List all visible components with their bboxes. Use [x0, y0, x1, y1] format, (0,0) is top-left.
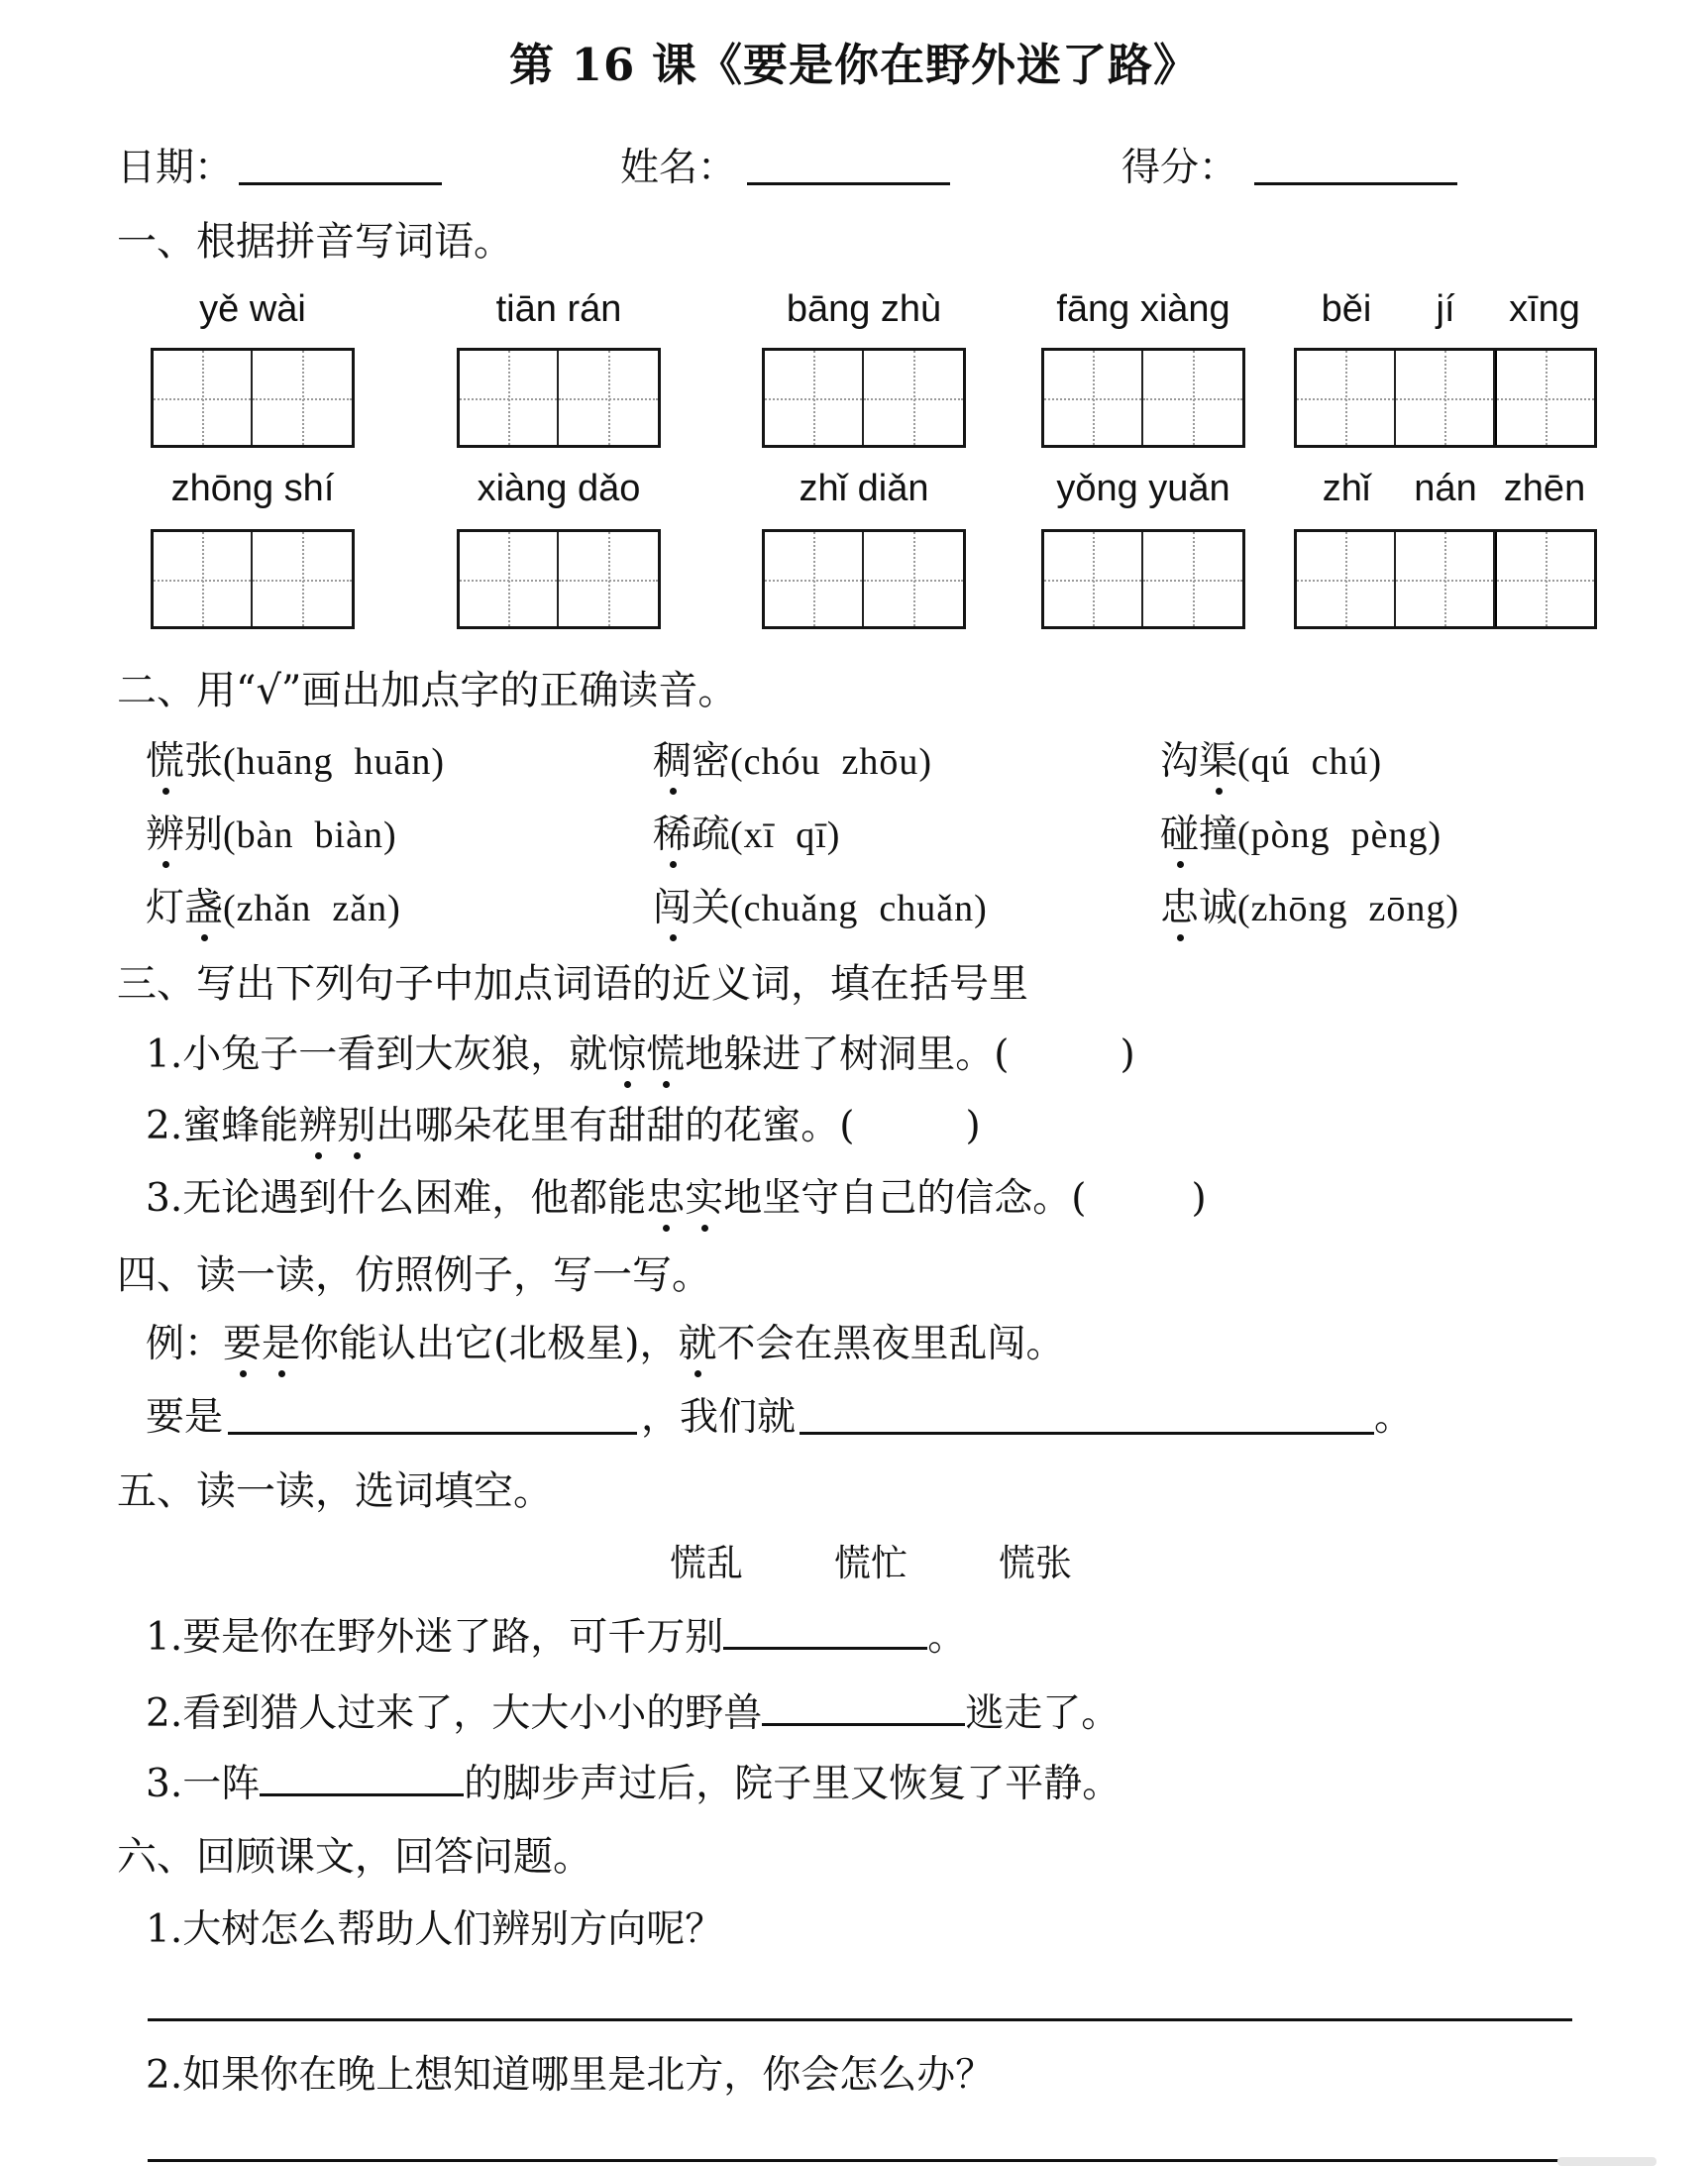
pinyin-options[interactable]: (zhǎn zǎn): [223, 888, 401, 929]
section1-heading: 一、根据拼音写词语。: [117, 219, 513, 265]
review-question-2: 2.如果你在晚上想知道哪里是北方，你会怎么办？: [146, 2053, 995, 2098]
writing-grid[interactable]: [457, 529, 661, 629]
writing-cell[interactable]: [460, 351, 559, 445]
writing-grid[interactable]: [762, 348, 966, 448]
pinyin-syllable: jí: [1436, 288, 1455, 330]
close-paren: ): [1191, 1176, 1207, 1221]
word-char: 关: [692, 886, 731, 930]
writing-cell[interactable]: [559, 351, 658, 445]
question-text: 2.看到猎人过来了，大大小小的野兽: [146, 1691, 763, 1736]
pronunciation-item: [1160, 885, 1459, 932]
section6-heading: 六、回顾课文，回答问题。: [117, 1834, 592, 1880]
writing-cell[interactable]: [765, 532, 864, 626]
pinyin-options[interactable]: (chuǎng chuǎn): [730, 888, 988, 929]
section5-heading: 五、读一读，选词填空。: [117, 1468, 553, 1514]
score-field[interactable]: [1254, 182, 1457, 185]
name-field[interactable]: [747, 182, 950, 185]
dotted-char: 慌: [146, 739, 185, 784]
question-text: 地坚守自己的信念。(: [723, 1176, 1087, 1221]
pinyin-options[interactable]: (zhōng zōng): [1237, 888, 1460, 929]
dotted-char: 忠: [646, 1176, 686, 1221]
question-text: 2.蜜蜂能: [146, 1104, 299, 1148]
pronunciation-item: [146, 812, 397, 859]
dotted-char: 别: [337, 1104, 376, 1148]
section2-heading: 二、用“√”画出加点字的正确读音。: [117, 668, 738, 713]
dotted-char: 稠: [653, 739, 693, 784]
writing-cell[interactable]: [253, 351, 352, 445]
writing-cell[interactable]: [460, 532, 559, 626]
dotted-char: 是: [262, 1322, 301, 1366]
pinyin-label: fāng xiàng: [1056, 288, 1230, 330]
writing-cell[interactable]: [1297, 351, 1396, 445]
pronunciation-item: [653, 885, 988, 932]
word-char: 撞: [1199, 812, 1238, 857]
section4-heading: 四、读一读，仿照例子，写一写。: [117, 1252, 711, 1298]
writing-grid[interactable]: [1294, 529, 1597, 629]
fill-word-question-3: [146, 1760, 1121, 1807]
word-choice-1: 慌乱: [670, 1542, 743, 1584]
question-text: 1.小兔子一看到大灰狼，就: [146, 1032, 608, 1077]
word-char: 灯: [146, 886, 185, 930]
close-paren: ): [965, 1104, 981, 1148]
pinyin-label: yě wài: [199, 288, 306, 330]
fill-word-question-1: [146, 1613, 966, 1661]
word-choice-3: 慌张: [999, 1542, 1072, 1584]
dotted-char: 实: [685, 1176, 724, 1221]
dotted-char: 渠: [1199, 739, 1238, 784]
word-char: 别: [184, 812, 224, 857]
pinyin-label: bāng zhù: [786, 288, 942, 330]
synonym-question-2: [146, 1103, 981, 1150]
pronunciation-item: [653, 738, 932, 786]
word-char: 诚: [1199, 886, 1238, 930]
pronunciation-item: [653, 812, 840, 859]
pinyin-label: xiàng dǎo: [477, 468, 641, 509]
answer-line-2[interactable]: [148, 2159, 1572, 2162]
writing-grid[interactable]: [762, 529, 966, 629]
pinyin-options[interactable]: (pòng pèng): [1237, 814, 1442, 856]
section3-heading: 三、写出下列句子中加点词语的近义词，填在括号里: [117, 961, 1028, 1007]
writing-cell[interactable]: [1143, 532, 1242, 626]
question-text: 1.要是你在野外迷了路，可千万别: [146, 1615, 724, 1660]
writing-grid[interactable]: [151, 348, 355, 448]
name-label: 姓名：: [620, 146, 737, 190]
pinyin-syllable: xīng: [1509, 288, 1580, 330]
example-text: 你能认出它(北极星)，: [300, 1322, 679, 1366]
scan-artifact: [1557, 2157, 1656, 2166]
date-label: 日期：: [117, 146, 234, 190]
pinyin-options[interactable]: (qú chú): [1237, 741, 1383, 783]
date-field[interactable]: [239, 182, 442, 185]
pinyin-syllable: nán: [1414, 468, 1477, 509]
fill-blank-2[interactable]: [800, 1432, 1374, 1435]
close-paren: ): [1120, 1032, 1135, 1077]
question-text: 的脚步声过后，院子里又恢复了平静。: [464, 1762, 1121, 1806]
dotted-char: 盏: [184, 886, 224, 930]
dotted-char: 辨: [146, 812, 185, 857]
fill-sentence-start: 要是: [146, 1395, 224, 1440]
writing-grid[interactable]: [1041, 529, 1245, 629]
writing-cell[interactable]: [1044, 532, 1143, 626]
synonym-question-1: [146, 1031, 1135, 1079]
pinyin-options[interactable]: (huāng huān): [223, 741, 446, 783]
writing-cell[interactable]: [154, 351, 253, 445]
example-text: 不会在黑夜里乱闯。: [716, 1322, 1065, 1366]
writing-grid[interactable]: [457, 348, 661, 448]
writing-cell[interactable]: [864, 532, 963, 626]
writing-cell[interactable]: [1297, 532, 1396, 626]
writing-cell[interactable]: [1143, 351, 1242, 445]
pinyin-label: tiān rán: [495, 288, 622, 330]
writing-cell[interactable]: [765, 351, 864, 445]
word-choice-2: 慌忙: [834, 1542, 907, 1584]
review-question-1: 1.大树怎么帮助人们辨别方向呢？: [146, 1907, 724, 1952]
question-text: 。: [927, 1615, 967, 1660]
writing-grid[interactable]: [1294, 348, 1597, 448]
writing-cell[interactable]: [1495, 532, 1594, 626]
writing-cell[interactable]: [1396, 351, 1495, 445]
example-prefix: 例：: [146, 1322, 224, 1366]
fill-sentence-end: 。: [1374, 1395, 1414, 1440]
question-text: 地躲进了树洞里。(: [685, 1032, 1010, 1077]
dotted-char: 要: [223, 1322, 263, 1366]
question-text: 3.一阵: [146, 1762, 261, 1806]
pronunciation-item: [1160, 738, 1382, 786]
writing-cell[interactable]: [864, 351, 963, 445]
word-char: 沟: [1160, 739, 1200, 784]
dotted-char: 忠: [1160, 886, 1200, 930]
pinyin-options[interactable]: (chóu zhōu): [730, 741, 933, 783]
dotted-char: 碰: [1160, 812, 1200, 857]
pinyin-syllable: zhǐ: [1322, 468, 1371, 509]
pronunciation-item: [146, 885, 401, 932]
word-char: 密: [692, 739, 731, 784]
question-text: 3.无论遇到什么困难，他都能: [146, 1176, 647, 1221]
writing-cell[interactable]: [1495, 351, 1594, 445]
pinyin-options[interactable]: (xī qī): [730, 814, 841, 856]
pinyin-syllable: běi: [1321, 288, 1372, 330]
pinyin-label: zhōng shí: [170, 468, 335, 509]
pronunciation-item: [1160, 812, 1441, 859]
writing-cell[interactable]: [154, 532, 253, 626]
writing-cell[interactable]: [1396, 532, 1495, 626]
synonym-question-3: [146, 1175, 1207, 1223]
dotted-char: 稀: [653, 812, 693, 857]
fill-word-question-2: [146, 1689, 1120, 1737]
pronunciation-item: [146, 738, 445, 786]
answer-line-1[interactable]: [148, 2018, 1572, 2021]
word-char: 疏: [692, 812, 731, 857]
example-sentence: [146, 1321, 1065, 1368]
pinyin-syllable: zhēn: [1503, 468, 1586, 509]
pinyin-label: yǒng yuǎn: [1056, 468, 1230, 509]
writing-grid[interactable]: [1041, 348, 1245, 448]
dotted-char: 就: [678, 1322, 717, 1366]
dotted-char: 闯: [653, 886, 693, 930]
question-text: 出哪朵花里有甜甜的花蜜。(: [375, 1104, 855, 1148]
writing-cell[interactable]: [253, 532, 352, 626]
pinyin-options[interactable]: (bàn biàn): [223, 814, 397, 856]
pinyin-label: zhǐ diǎn: [799, 468, 929, 509]
dotted-char: 惊: [607, 1032, 647, 1077]
dotted-char: 慌: [646, 1032, 686, 1077]
answer-blank[interactable]: [723, 1613, 927, 1650]
writing-cell[interactable]: [559, 532, 658, 626]
worksheet-title: 第 16 课《要是你在野外迷了路》: [509, 39, 1199, 91]
writing-grid[interactable]: [151, 529, 355, 629]
answer-blank[interactable]: [762, 1689, 965, 1726]
fill-sentence-middle: ，我们就: [641, 1395, 797, 1440]
dotted-char: 辨: [298, 1104, 338, 1148]
score-label: 得分：: [1121, 146, 1238, 190]
writing-cell[interactable]: [1044, 351, 1143, 445]
answer-blank[interactable]: [260, 1760, 464, 1796]
question-text: 逃走了。: [965, 1691, 1121, 1736]
word-char: 张: [184, 739, 224, 784]
fill-blank-1[interactable]: [228, 1432, 637, 1435]
